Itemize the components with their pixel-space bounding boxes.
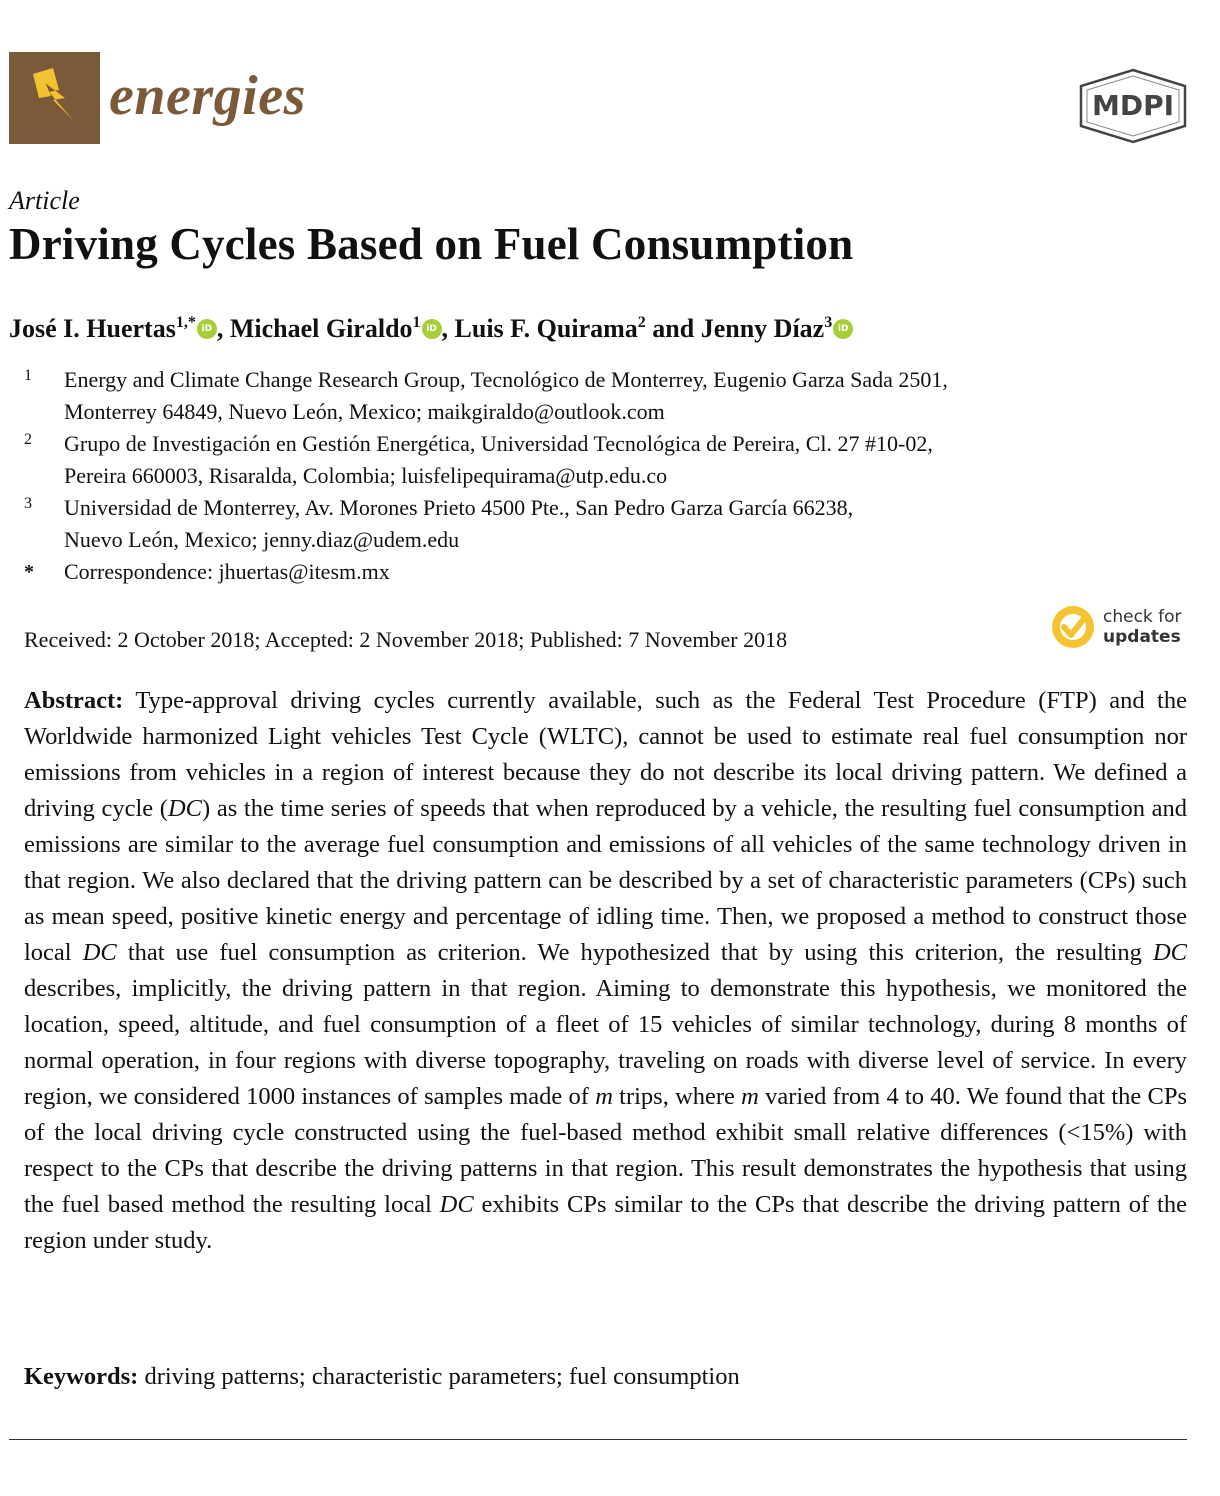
journal-logo: [9, 52, 100, 144]
affiliation-text-line2: Nuevo León, Mexico; jenny.diaz@udem.edu: [64, 527, 460, 552]
orcid-icon[interactable]: iD: [833, 319, 853, 339]
orcid-icon[interactable]: iD: [197, 319, 217, 339]
author-name[interactable]: Jenny Díaz: [700, 314, 825, 343]
affiliation-text-line2: Monterrey 64849, Nuevo León, Mexico; maikgiraldo@outlook.com: [64, 399, 665, 424]
orcid-icon[interactable]: iD: [422, 319, 442, 339]
abstract-term: m: [741, 1083, 759, 1110]
abstract-term: DC: [439, 1191, 474, 1218]
mdpi-hexagon-icon: [1077, 68, 1189, 144]
affiliation-mark: 2: [24, 431, 32, 448]
abstract-text: trips, where: [612, 1083, 742, 1110]
correspondence-mark: *: [24, 561, 34, 583]
lightning-icon: [9, 52, 100, 144]
header: [9, 52, 1189, 144]
abstract-text: that use fuel consumption as criterion. We hypothesized that by using this criterion, the resulting: [116, 939, 1153, 966]
keywords: [24, 1363, 740, 1391]
abstract-label: Abstract:: [24, 687, 124, 714]
affiliation-text: Universidad de Monterrey, Av. Morones Prieto 4500 Pte., San Pedro Garza García 66238,: [64, 495, 854, 520]
abstract-text: Type-approval driving cycles currently available, such as the Federal Test Procedure (FTP) and the Worldwide harmonized Light vehicles Test Cycle (WLTC), cannot be used to estimate real fuel consumption nor emissions from vehicles in a region of interest because they do not describe its local driving pattern. We defined a driving cycle (: [24, 687, 1187, 822]
abstract-term: DC: [167, 795, 203, 822]
abstract: [24, 683, 1187, 1259]
section-divider: [9, 1439, 1187, 1440]
abstract-text: exhibits CPs similar to the CPs that describe the driving pattern of the region under study.: [24, 1191, 1187, 1254]
abstract-term: DC: [82, 939, 117, 966]
author-affiliation-mark: 1,*: [175, 314, 196, 331]
affiliation-text-line2: Pereira 660003, Risaralda, Colombia; luisfelipequirama@utp.edu.co: [64, 463, 668, 488]
affiliation-item: [24, 428, 1194, 492]
author-separator: ,: [216, 314, 230, 343]
journal-name[interactable]: energies: [109, 65, 306, 127]
affiliation-text: Grupo de Investigación en Gestión Energética, Universidad Tecnológica de Pereira, Cl. 27 #10-02,: [64, 431, 933, 456]
check-updates-label: check for: [1103, 607, 1182, 627]
check-for-updates-button[interactable]: [1050, 604, 1190, 652]
abstract-term: m: [595, 1083, 613, 1110]
abstract-text: varied from 4 to 40. We found that the CPs of the local driving cycle constructed using the fuel-based method exhibit small relative differences (<15%) with respect to the CPs that describe the driving patterns in that region. This result demonstrates the hypothesis that using the fuel based method the resulting local: [24, 1083, 1187, 1218]
publisher-name: MDPI: [1091, 89, 1175, 122]
author-name[interactable]: José I. Huertas: [9, 314, 176, 343]
correspondence-item: [24, 556, 1194, 588]
publisher-logo[interactable]: [1077, 68, 1189, 144]
affiliation-mark: 3: [24, 495, 32, 512]
abstract-text: ) as the time series of speeds that when reproduced by a vehicle, the resulting fuel consumption and emissions are similar to the average fuel consumption and emissions of all vehicles of the same technology driven in that region. We also declared that the driving pattern can be described by a set of characteristic parameters (CPs) such as mean speed, positive kinetic energy and percentage of idling time. Then, we proposed a method to construct those local: [24, 795, 1187, 966]
abstract-text: describes, implicitly, the driving pattern in that region. Aiming to demonstrate this hypothesis, we monitored the location, speed, altitude, and fuel consumption of a fleet of 15 vehicles of similar technology, during 8 months of normal operation, in four regions with diverse topography, traveling on roads with diverse level of service. In every region, we considered 1000 instances of samples made of: [24, 975, 1187, 1110]
author-affiliation-mark: 2: [637, 314, 646, 331]
abstract-term: DC: [1152, 939, 1187, 966]
affiliation-text: Energy and Climate Change Research Group, Tecnológico de Monterrey, Eugenio Garza Sada 2501,: [64, 367, 948, 392]
check-updates-icon: [1050, 604, 1096, 650]
keywords-label: Keywords:: [24, 1363, 139, 1390]
correspondence-text[interactable]: Correspondence: jhuertas@itesm.mx: [64, 559, 390, 584]
affiliation-item: [24, 492, 1194, 556]
article-title: Driving Cycles Based on Fuel Consumption: [9, 219, 854, 269]
publication-dates: Received: 2 October 2018; Accepted: 2 November 2018; Published: 7 November 2018: [24, 627, 788, 652]
affiliation-list: [24, 364, 1194, 588]
check-updates-label-bold: updates: [1103, 627, 1181, 647]
author-list: [9, 314, 853, 344]
article-type: Article: [9, 186, 80, 215]
author-separator: and: [645, 314, 701, 343]
affiliation-mark: 1: [24, 367, 32, 384]
author-name[interactable]: Michael Giraldo: [229, 314, 413, 343]
author-affiliation-mark: 3: [824, 314, 833, 331]
author-name[interactable]: Luis F. Quirama: [454, 314, 638, 343]
author-affiliation-mark: 1: [412, 314, 421, 331]
keywords-text: driving patterns; characteristic parameters; fuel consumption: [138, 1363, 740, 1390]
affiliation-item: [24, 364, 1194, 428]
author-separator: ,: [441, 314, 455, 343]
